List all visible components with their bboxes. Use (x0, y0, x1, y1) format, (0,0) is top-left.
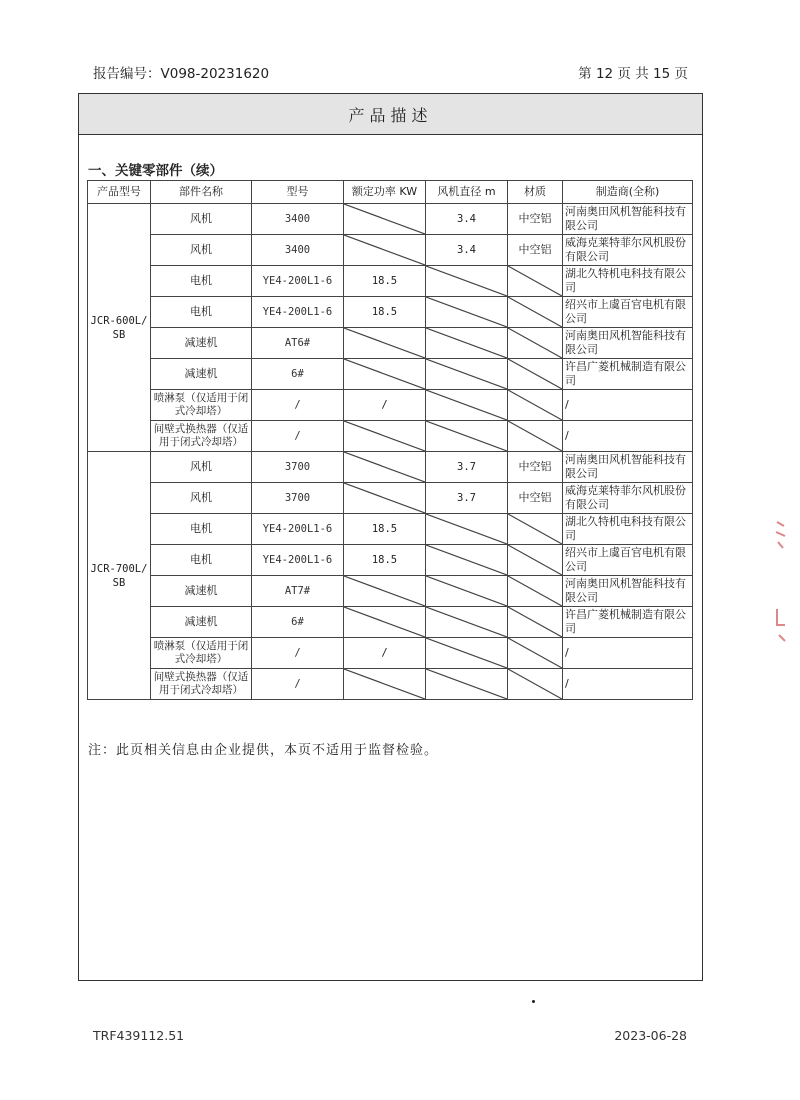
part-cell: 间壁式换热器（仅适用于闭式冷却塔） (151, 421, 252, 452)
section-title: 一、关键零部件（续） (88, 163, 223, 179)
ink-dot (532, 1000, 535, 1003)
empty-cell-diagonal (508, 607, 563, 638)
empty-cell-diagonal (508, 359, 563, 390)
empty-cell-diagonal (344, 204, 426, 235)
part-cell: 电机 (151, 545, 252, 576)
column-header: 部件名称 (151, 181, 252, 204)
table-row (88, 328, 693, 359)
type-cell: YE4-200L1-6 (252, 297, 344, 328)
empty-cell-diagonal (426, 297, 508, 328)
report-date: 2023-06-28 (614, 1028, 687, 1043)
product-model-cell: JCR-700L/SB (88, 452, 151, 700)
type-cell: 6# (252, 359, 344, 390)
empty-cell-diagonal (508, 514, 563, 545)
empty-cell-diagonal (344, 669, 426, 700)
empty-cell-diagonal (344, 235, 426, 266)
part-cell: 风机 (151, 204, 252, 235)
power-cell: 18.5 (344, 297, 426, 328)
form-number: TRF439112.51 (93, 1028, 185, 1043)
empty-cell-diagonal (344, 328, 426, 359)
diameter-cell: 3.7 (426, 452, 508, 483)
material-cell: 中空铝 (508, 483, 563, 514)
table-row (88, 297, 693, 328)
part-cell: 间壁式换热器（仅适用于闭式冷却塔） (151, 669, 252, 700)
maker-cell: 河南奥田风机智能科技有限公司 (563, 452, 693, 483)
table-row (88, 514, 693, 545)
type-cell: AT6# (252, 328, 344, 359)
empty-cell-diagonal (426, 359, 508, 390)
maker-cell: 湖北久特机电科技有限公司 (563, 266, 693, 297)
page-title: 产品描述 (79, 94, 702, 135)
table-row (88, 545, 693, 576)
empty-cell-diagonal (426, 266, 508, 297)
empty-cell-diagonal (508, 669, 563, 700)
key-components-table (87, 180, 693, 700)
maker-cell: 绍兴市上虞百官电机有限公司 (563, 297, 693, 328)
material-cell: 中空铝 (508, 452, 563, 483)
column-header: 材质 (508, 181, 563, 204)
column-header: 产品型号 (88, 181, 151, 204)
table-row (88, 235, 693, 266)
type-cell: YE4-200L1-6 (252, 514, 344, 545)
power-cell: 18.5 (344, 514, 426, 545)
type-cell: 3400 (252, 235, 344, 266)
part-cell: 减速机 (151, 607, 252, 638)
table-row (88, 359, 693, 390)
product-model-cell: JCR-600L/SB (88, 204, 151, 452)
empty-cell-diagonal (508, 390, 563, 421)
maker-cell: / (563, 390, 693, 421)
empty-cell-diagonal (426, 514, 508, 545)
seal-fragment-icon (774, 518, 788, 558)
part-cell: 减速机 (151, 576, 252, 607)
type-cell: 3700 (252, 452, 344, 483)
column-header: 额定功率 KW (344, 181, 426, 204)
table-row (88, 390, 693, 421)
empty-cell-diagonal (426, 607, 508, 638)
disclaimer-note: 注：此页相关信息由企业提供，本页不适用于监督检验。 (88, 743, 439, 758)
column-header: 型号 (252, 181, 344, 204)
part-cell: 喷淋泵（仅适用于闭式冷却塔） (151, 390, 252, 421)
part-cell: 电机 (151, 297, 252, 328)
diameter-cell: 3.4 (426, 204, 508, 235)
maker-cell: / (563, 669, 693, 700)
maker-cell: 湖北久特机电科技有限公司 (563, 514, 693, 545)
part-cell: 风机 (151, 452, 252, 483)
empty-cell-diagonal (344, 607, 426, 638)
type-cell: YE4-200L1-6 (252, 545, 344, 576)
part-cell: 风机 (151, 235, 252, 266)
empty-cell-diagonal (426, 421, 508, 452)
power-cell: 18.5 (344, 545, 426, 576)
maker-cell: 威海克莱特菲尔风机股份有限公司 (563, 235, 693, 266)
maker-cell: / (563, 421, 693, 452)
maker-cell: 许昌广菱机械制造有限公司 (563, 359, 693, 390)
page-indicator: 第 12 页 共 15 页 (578, 66, 688, 82)
empty-cell-diagonal (508, 638, 563, 669)
type-cell: / (252, 390, 344, 421)
empty-cell-diagonal (508, 421, 563, 452)
part-cell: 风机 (151, 483, 252, 514)
empty-cell-diagonal (508, 266, 563, 297)
maker-cell: / (563, 638, 693, 669)
type-cell: / (252, 669, 344, 700)
part-cell: 电机 (151, 266, 252, 297)
maker-cell: 河南奥田风机智能科技有限公司 (563, 204, 693, 235)
empty-cell-diagonal (426, 638, 508, 669)
empty-cell-diagonal (344, 421, 426, 452)
type-cell: / (252, 638, 344, 669)
seal-fragment-icon (774, 605, 788, 645)
content-frame (78, 93, 703, 981)
type-cell: AT7# (252, 576, 344, 607)
empty-cell-diagonal (344, 452, 426, 483)
column-header: 制造商(全称) (563, 181, 693, 204)
table-row (88, 483, 693, 514)
part-cell: 电机 (151, 514, 252, 545)
empty-cell-diagonal (508, 545, 563, 576)
table-row (88, 452, 693, 483)
part-cell: 减速机 (151, 359, 252, 390)
diameter-cell: 3.7 (426, 483, 508, 514)
type-cell: 3700 (252, 483, 344, 514)
empty-cell-diagonal (344, 483, 426, 514)
maker-cell: 威海克莱特菲尔风机股份有限公司 (563, 483, 693, 514)
empty-cell-diagonal (508, 328, 563, 359)
empty-cell-diagonal (426, 328, 508, 359)
report-number: 报告编号：V098-20231620 (93, 66, 270, 82)
empty-cell-diagonal (508, 297, 563, 328)
power-cell: / (344, 638, 426, 669)
table-row (88, 576, 693, 607)
empty-cell-diagonal (344, 359, 426, 390)
type-cell: YE4-200L1-6 (252, 266, 344, 297)
type-cell: / (252, 421, 344, 452)
type-cell: 6# (252, 607, 344, 638)
empty-cell-diagonal (426, 576, 508, 607)
material-cell: 中空铝 (508, 235, 563, 266)
empty-cell-diagonal (426, 545, 508, 576)
power-cell: / (344, 390, 426, 421)
maker-cell: 河南奥田风机智能科技有限公司 (563, 576, 693, 607)
maker-cell: 许昌广菱机械制造有限公司 (563, 607, 693, 638)
table-row (88, 638, 693, 669)
part-cell: 喷淋泵（仅适用于闭式冷却塔） (151, 638, 252, 669)
table-row (88, 607, 693, 638)
table-row (88, 421, 693, 452)
part-cell: 减速机 (151, 328, 252, 359)
empty-cell-diagonal (344, 576, 426, 607)
table-header-row (88, 181, 693, 204)
table-row (88, 266, 693, 297)
material-cell: 中空铝 (508, 204, 563, 235)
diameter-cell: 3.4 (426, 235, 508, 266)
empty-cell-diagonal (426, 669, 508, 700)
table-row (88, 204, 693, 235)
column-header: 风机直径 m (426, 181, 508, 204)
empty-cell-diagonal (508, 576, 563, 607)
power-cell: 18.5 (344, 266, 426, 297)
maker-cell: 河南奥田风机智能科技有限公司 (563, 328, 693, 359)
empty-cell-diagonal (426, 390, 508, 421)
table-row (88, 669, 693, 700)
type-cell: 3400 (252, 204, 344, 235)
maker-cell: 绍兴市上虞百官电机有限公司 (563, 545, 693, 576)
